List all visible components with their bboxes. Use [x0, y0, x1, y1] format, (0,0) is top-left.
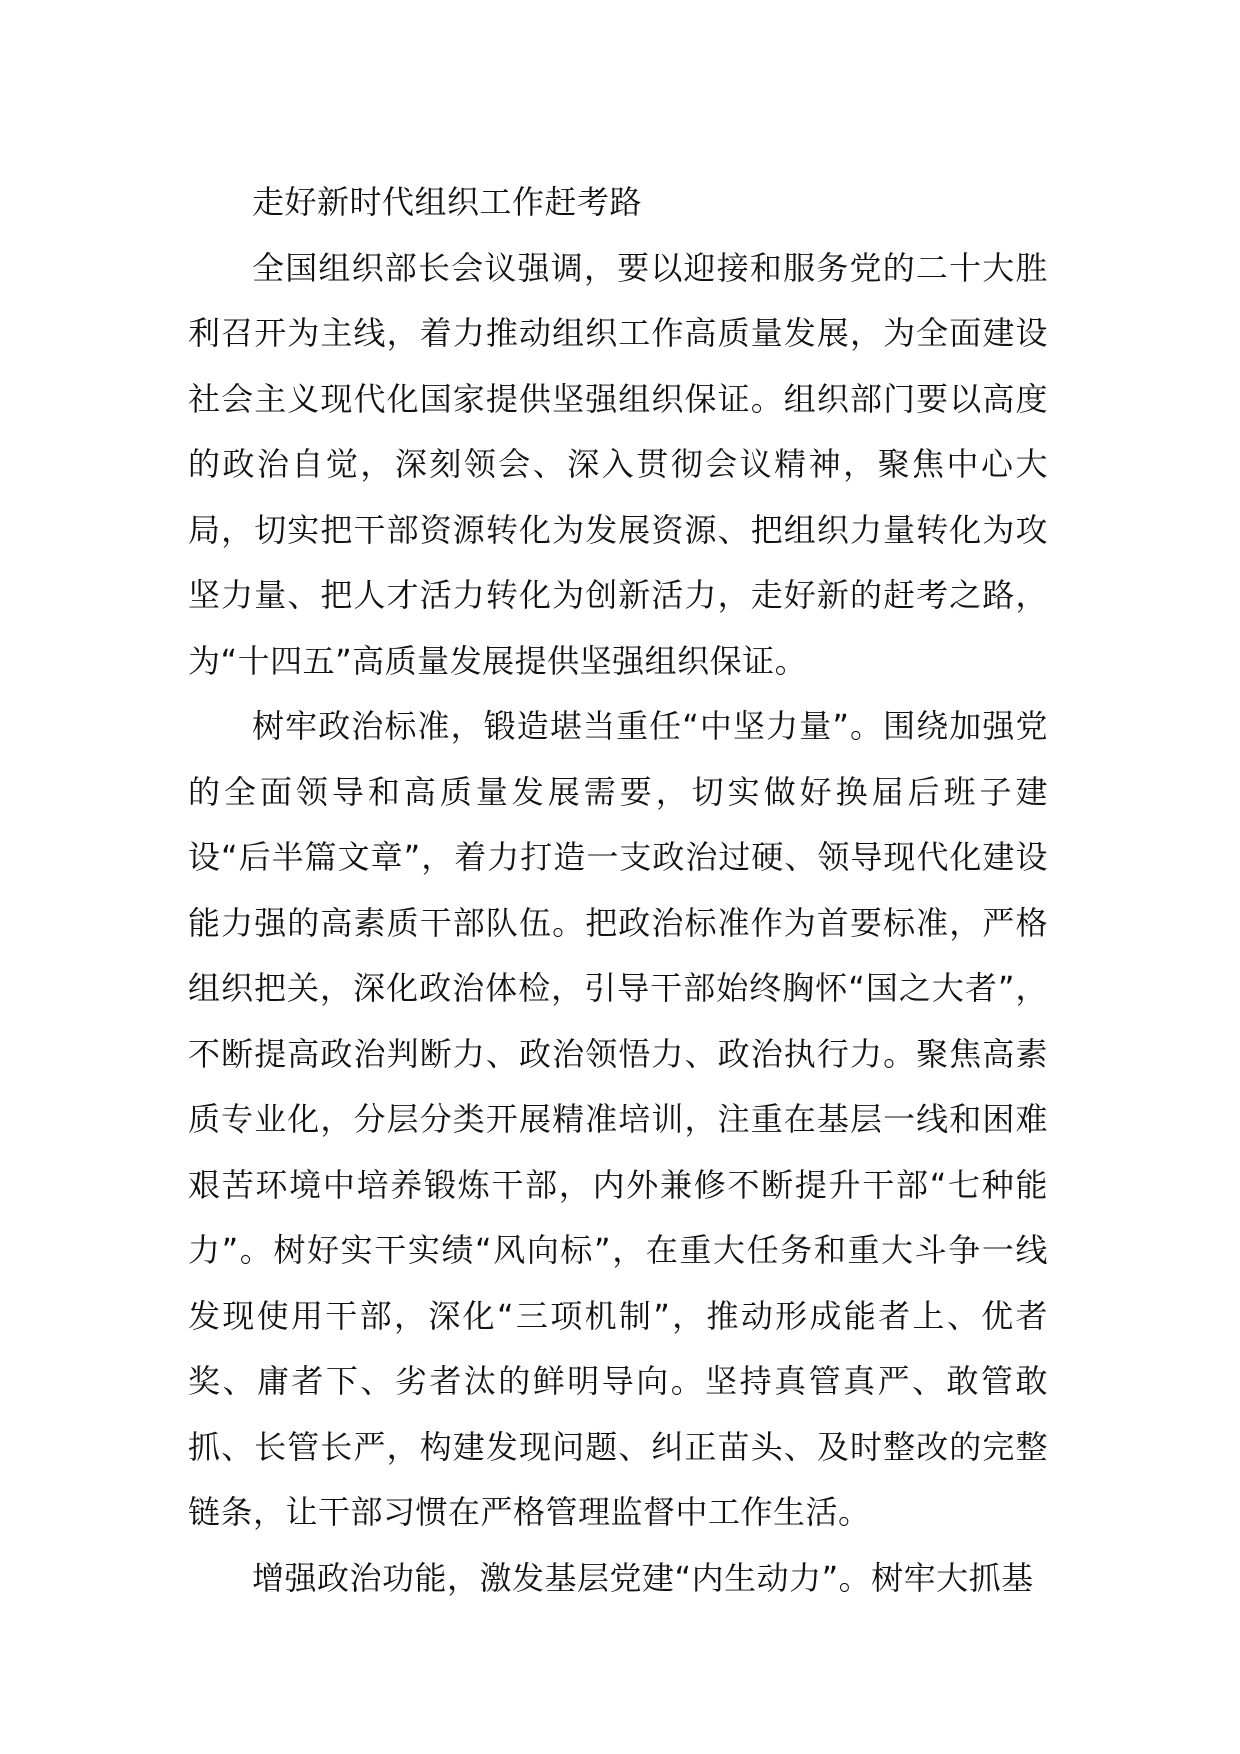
paragraph-3: 增强政治功能，激发基层党建“内生动力”。树牢大抓基: [252, 1558, 1034, 1597]
paragraph-1: 全国组织部长会议强调，要以迎接和服务党的二十大胜利召开为主线，着力推动组织工作高质量发展，为全面建设社会主义现代化国家提供坚强组织保证。组织部门要以高度的政治自觉，深刻领会、深入贯彻会议精神，聚焦中心大局，切实把干部资源转化为发展资源、把组织力量转化为攻坚力量、把人才活力转化为创新活力，走好新的赶考之路，为“十四五”高质量发展提供坚强组织保证。: [188, 248, 1048, 680]
document-title: 走好新时代组织工作赶考路: [252, 183, 643, 221]
paragraph-2: 树牢政治标准，锻造堪当重任“中坚力量”。围绕加强党的全面领导和高质量发展需要，切实做好换届后班子建设“后半篇文章”，着力打造一支政治过硬、领导现代化建设能力强的高素质干部队伍。把政治标准作为首要标准，严格组织把关，深化政治体检，引导干部始终胸怀“国之大者”，不断提高政治判断力、政治领悟力、政治执行力。聚焦高素质专业化，分层分类开展精准培训，注重在基层一线和困难艰苦环境中培养锻炼干部，内外兼修不断提升干部“七种能力”。树好实干实绩“风向标”，在重大任务和重大斗争一线发现使用干部，深化“三项机制”，推动形成能者上、优者奖、庸者下、劣者汰的鲜明导向。坚持真管真严、敢管敢抓、长管长严，构建发现问题、纠正苗头、及时整改的完整链条，让干部习惯在严格管理监督中工作生活。: [188, 707, 1048, 1531]
document-body: [188, 170, 1048, 1611]
